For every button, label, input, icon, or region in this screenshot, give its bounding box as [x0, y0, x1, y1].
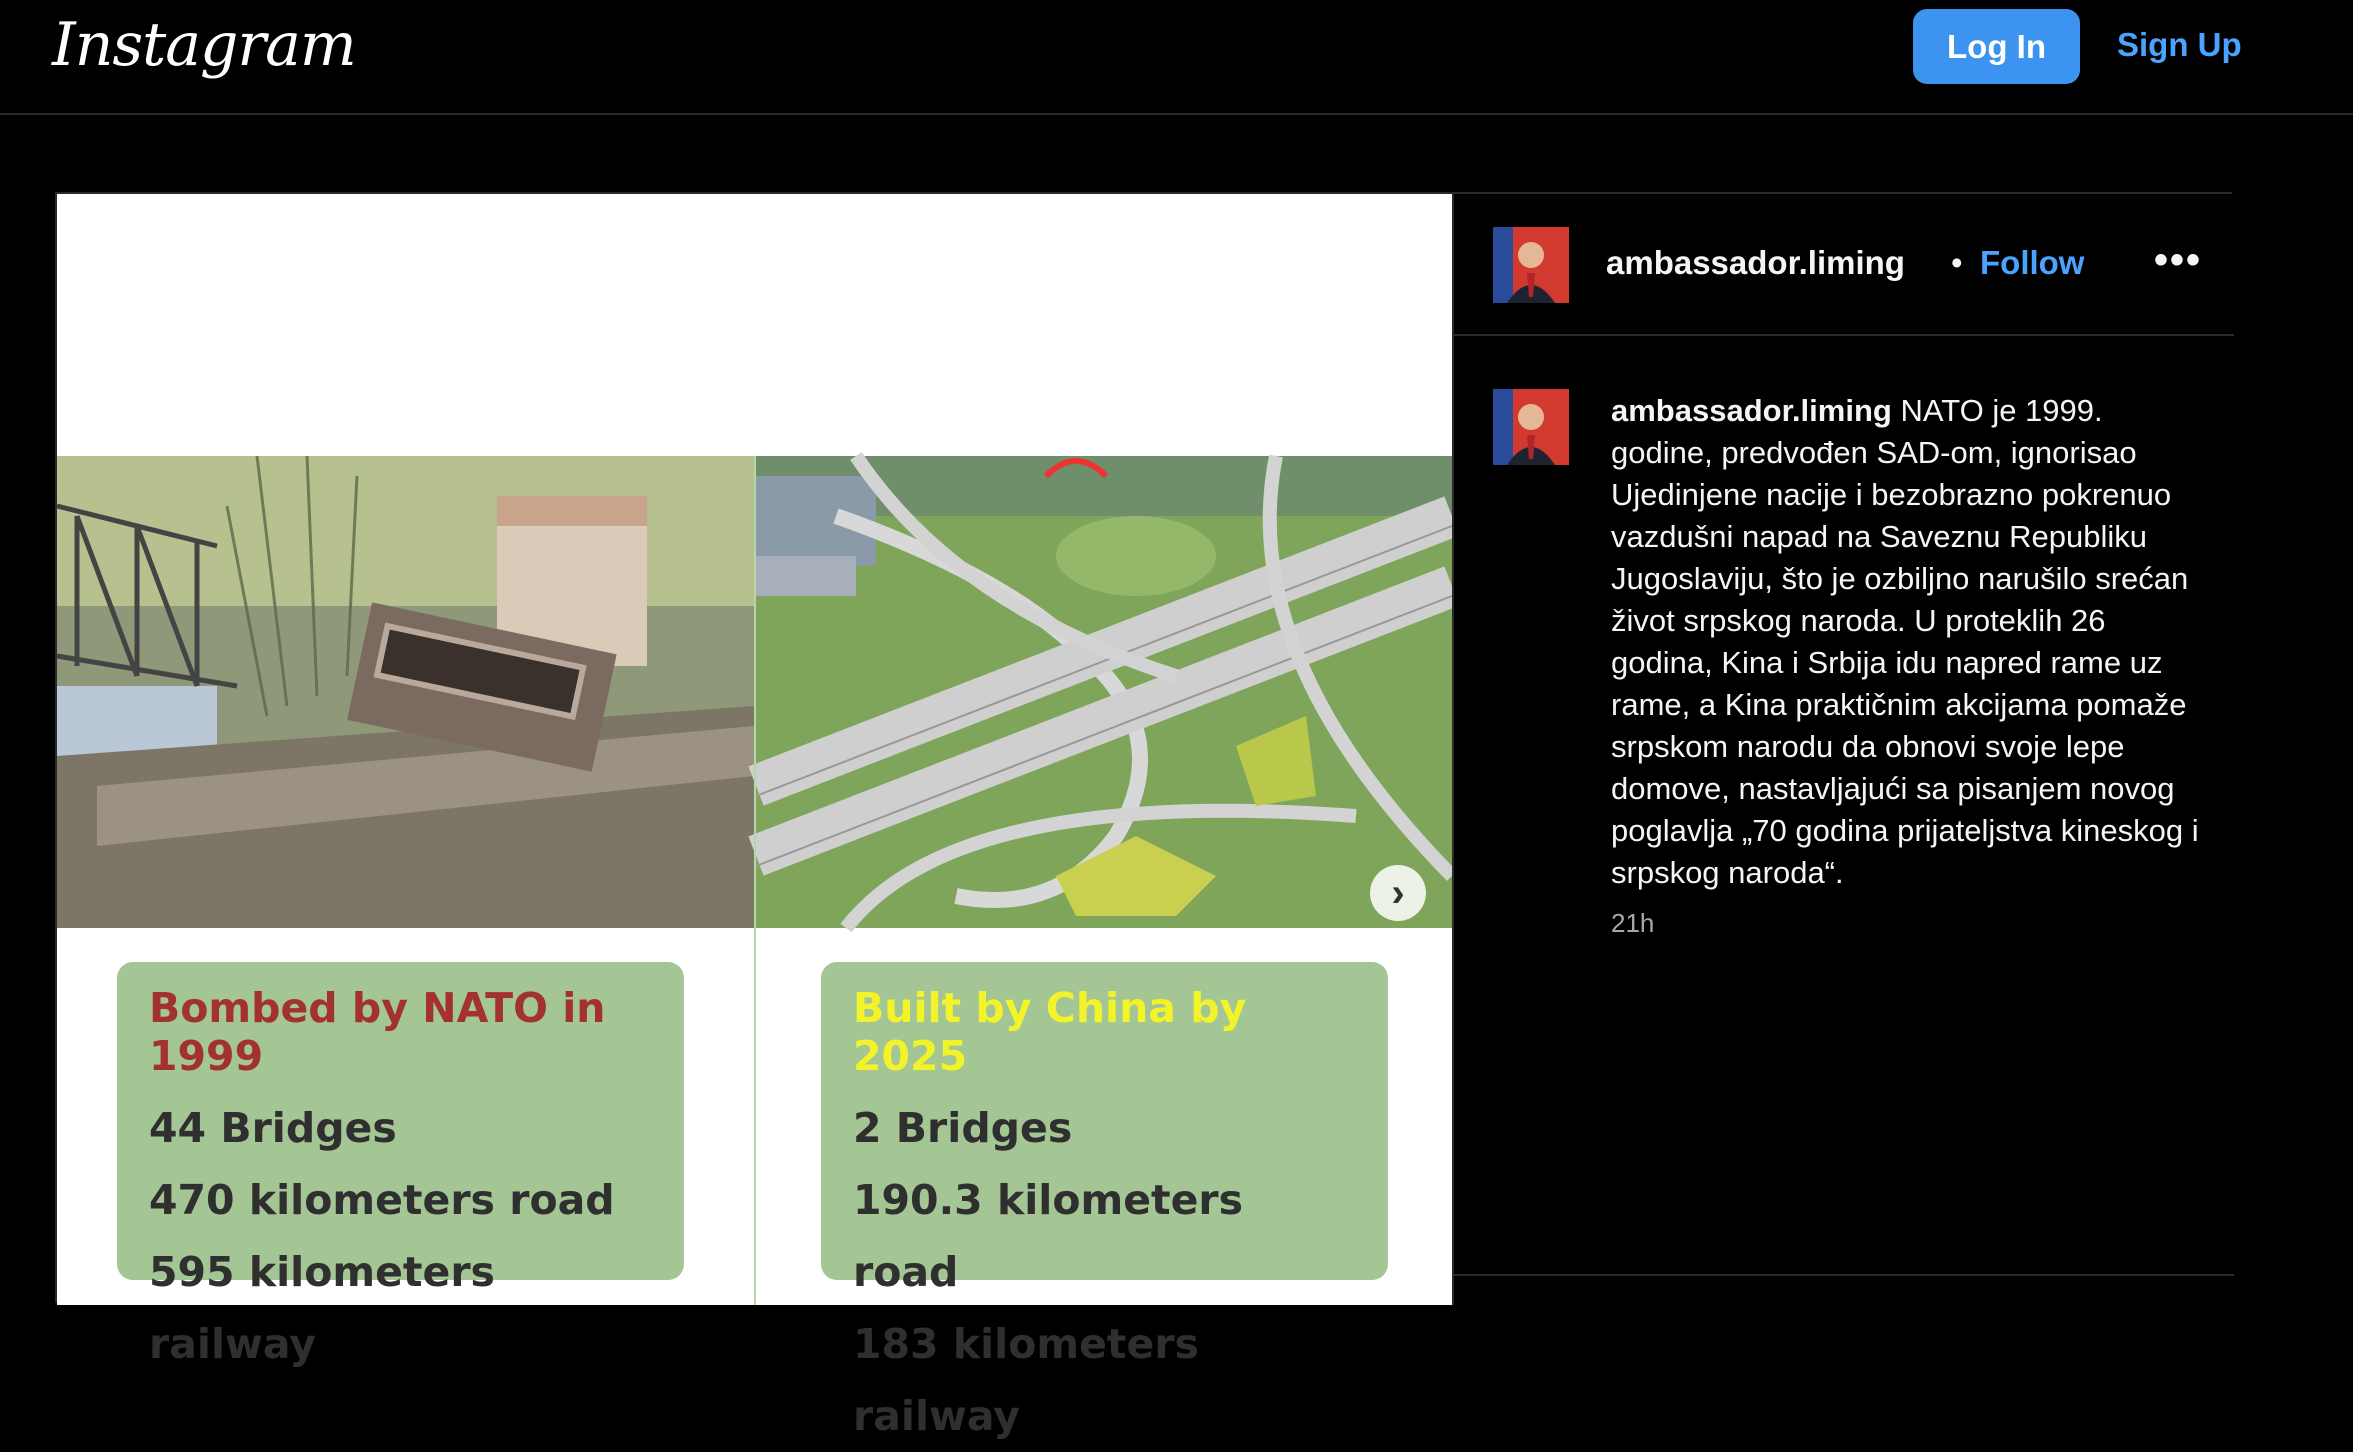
built-stats-line: 183 kilometers railway — [853, 1320, 1199, 1440]
built-stats-panel — [821, 962, 1388, 1440]
bombed-stats-line: 44 Bridges — [149, 1104, 397, 1152]
separator-dot: • — [1951, 244, 1963, 281]
post-caption — [1611, 390, 2211, 894]
sign-up-link[interactable]: Sign Up — [2117, 26, 2242, 63]
section-divider — [1454, 1274, 2234, 1276]
caption-username[interactable]: ambassador.liming — [1611, 393, 1892, 428]
built-stats-line: 190.3 kilometers road — [853, 1176, 1244, 1296]
built-stats-title: Built by China by 2025 — [853, 984, 1247, 1080]
bombed-stats-line: 595 kilometers railway — [149, 1248, 495, 1368]
post-sidebar — [1452, 194, 2232, 1305]
chevron-right-icon: › — [1391, 871, 1405, 915]
post-timestamp[interactable]: 21h — [1611, 908, 1655, 938]
top-navigation-bar — [0, 0, 2353, 115]
built-stats-line: 2 Bridges — [853, 1104, 1073, 1152]
bombed-stats-panel — [117, 962, 684, 1368]
post-container — [55, 192, 2232, 1440]
instagram-logo[interactable]: Instagram — [52, 10, 356, 80]
post-media[interactable] — [57, 194, 1452, 1440]
post-header — [1454, 194, 2234, 336]
log-in-button[interactable]: Log In — [1913, 9, 2080, 84]
avatar[interactable] — [1493, 227, 1569, 303]
bombed-bridge-photo — [57, 456, 754, 928]
bombed-stats-line: 470 kilometers road — [149, 1176, 615, 1224]
post-author-username[interactable]: ambassador.liming — [1606, 244, 1905, 281]
follow-button[interactable]: Follow — [1980, 244, 2085, 281]
media-divider — [754, 456, 756, 1305]
highway-interchange-photo — [756, 456, 1452, 928]
caption-text: NATO je 1999. godine, predvođen SAD-om, ignorisao Ujedinjene nacije i bezobrazno pokrenuo vazdušni napad na Saveznu Republiku Jugoslaviju, što je ozbiljno narušilo srećan život srpskog naroda. U proteklih 26 godina, Kina i Srbija idu napred rame uz rame, a Kina praktičnim akcijama pomaže srpskom narodu da obnovi svoje lepe domove, nastavljajući sa pisanjem novog poglavlja „70 godina prijateljstva kineskog i srpskog naroda“. — [1611, 393, 2199, 890]
more-options-icon[interactable]: ••• — [2154, 238, 2203, 282]
next-image-button[interactable] — [1370, 865, 1426, 921]
bombed-stats-title: Bombed by NATO in 1999 — [149, 984, 606, 1080]
avatar[interactable] — [1493, 389, 1569, 465]
